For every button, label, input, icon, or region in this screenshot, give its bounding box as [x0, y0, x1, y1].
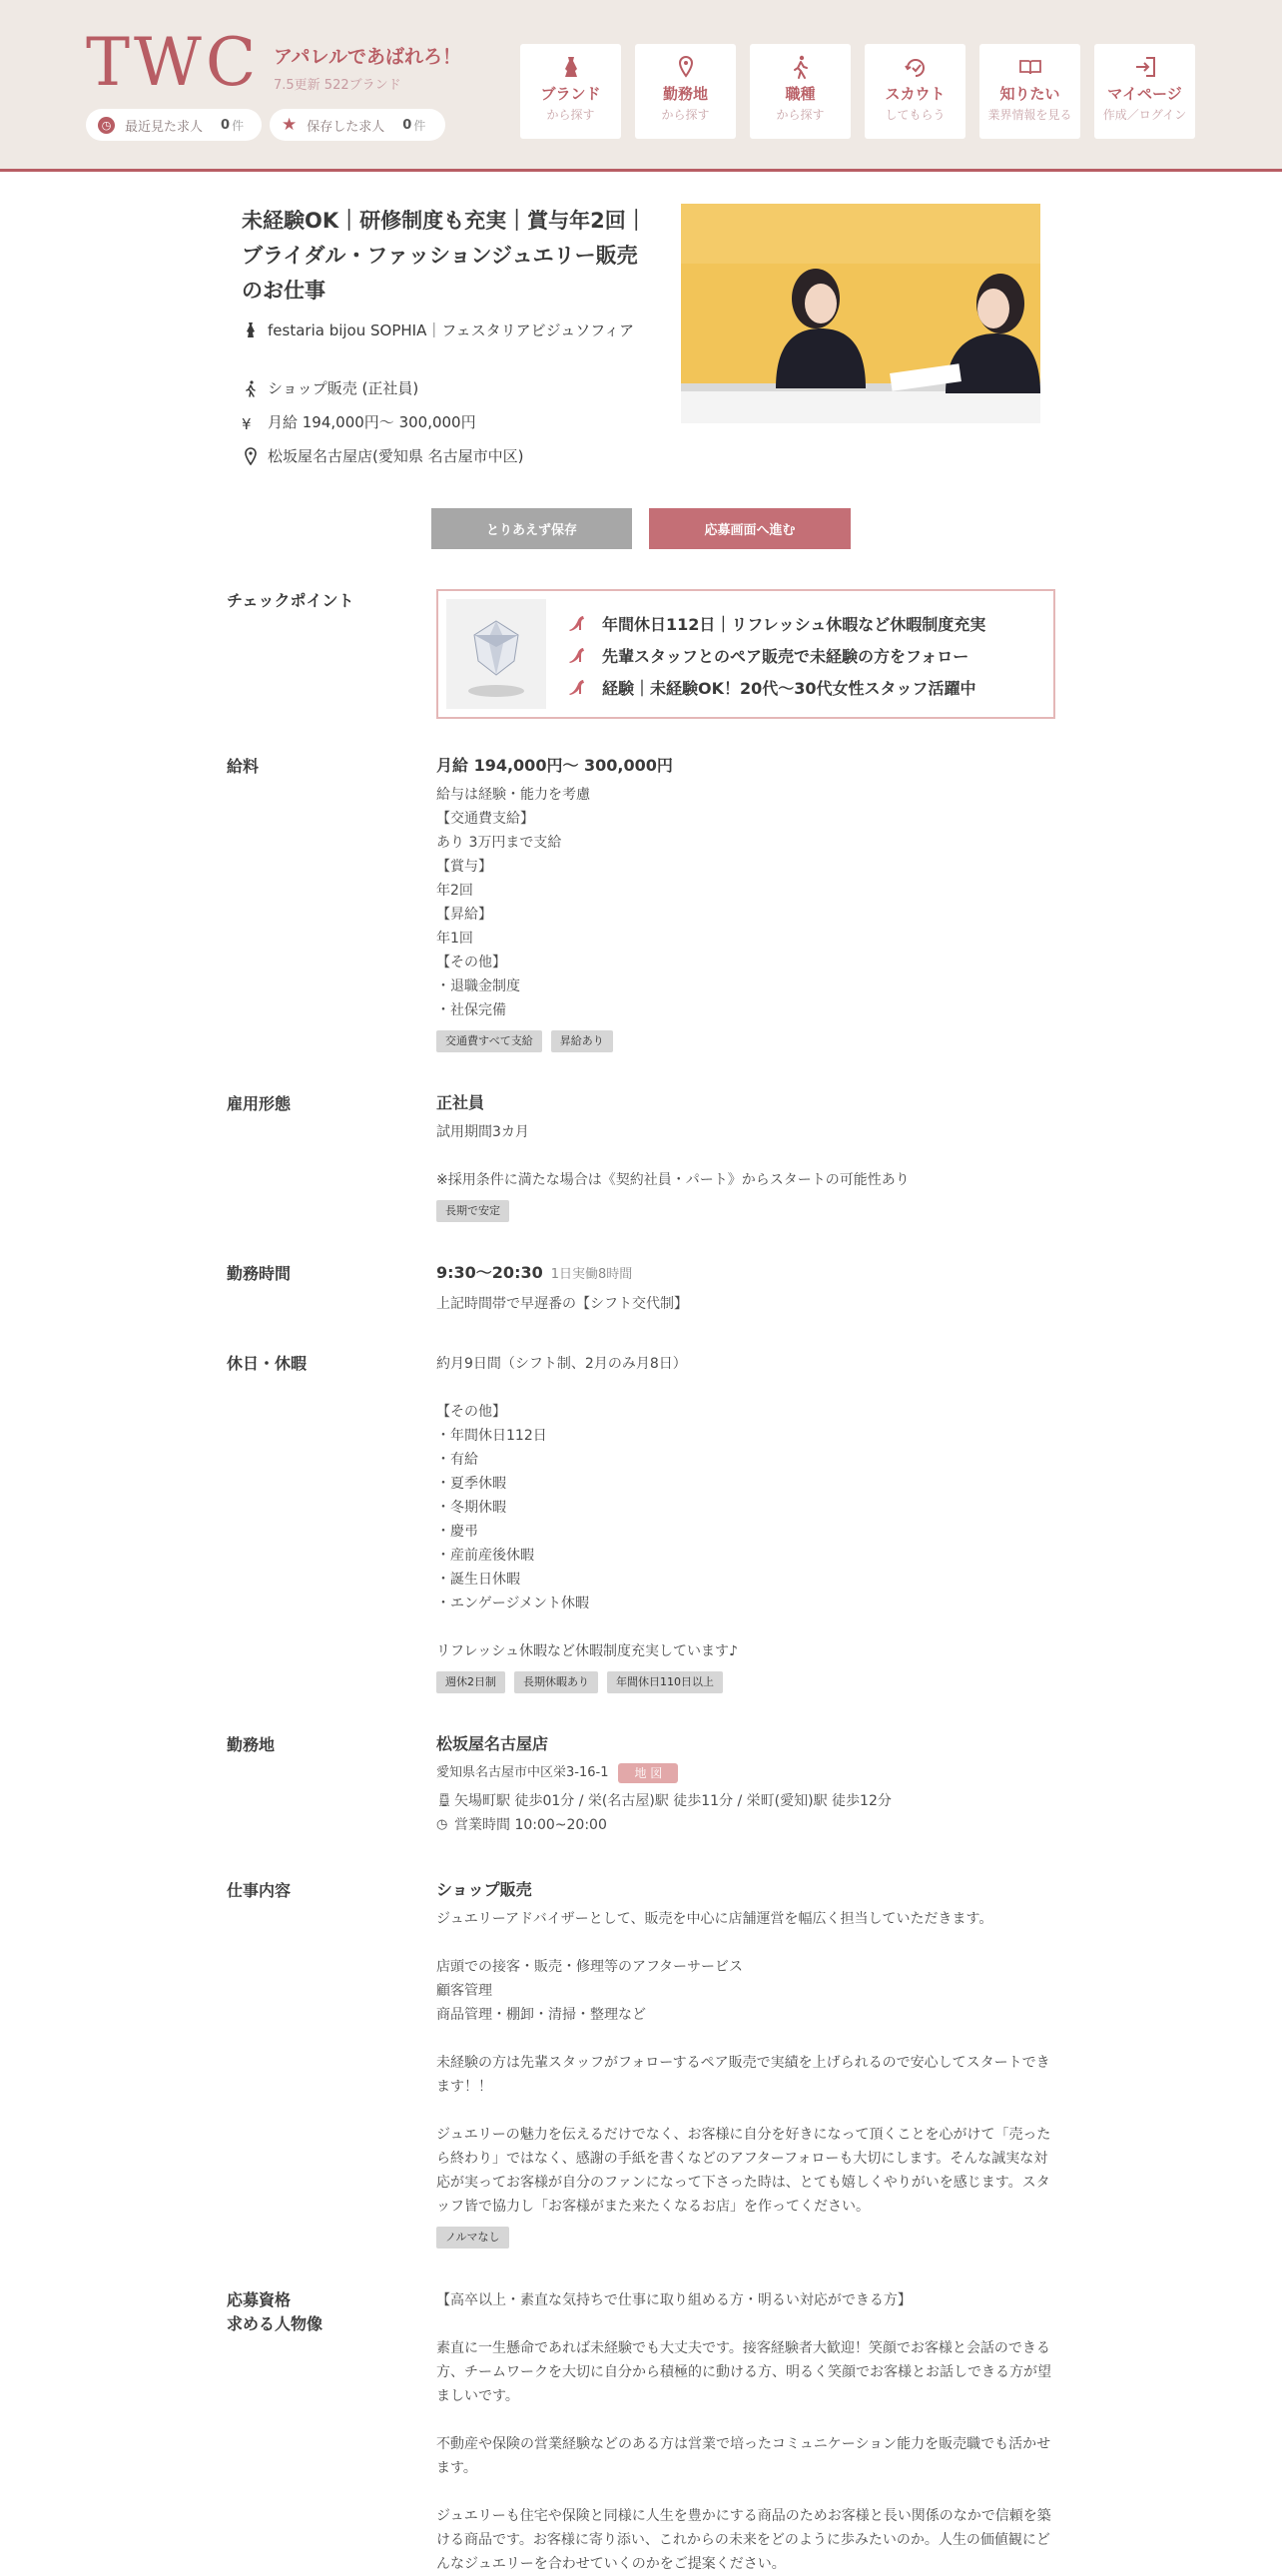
checkpoint-box — [436, 589, 1055, 719]
checkpoint-text: 先輩スタッフとのペア販売で未経験の方をフォロー — [602, 646, 969, 666]
hours-label: 勤務時間 — [227, 1264, 292, 1283]
work-tag: ノルマなし — [436, 2227, 509, 2249]
employment-label: 雇用形態 — [227, 1094, 292, 1113]
salary-line: ・退職金制度 — [436, 978, 520, 994]
job-place: 松坂屋名古屋店(愛知県 名古屋市中区) — [268, 447, 524, 465]
salary-line: ・社保完備 — [436, 1002, 506, 1018]
nav-mypage-title: マイページ — [1107, 85, 1182, 103]
holidays-item: ・慶弔 — [436, 1524, 478, 1540]
nav-scout[interactable] — [865, 44, 965, 139]
clock-icon: ◷ — [436, 1817, 448, 1832]
job-type: ショップ販売 (正社員) — [268, 379, 419, 397]
holidays-tag: 年間休日110日以上 — [607, 1671, 723, 1693]
nav-scout-sub: してもらう — [885, 108, 946, 122]
holidays-item: ・有給 — [436, 1452, 478, 1468]
map-button[interactable]: 地 図 — [618, 1763, 678, 1783]
count-unit: 件 — [232, 118, 245, 133]
holidays-line: 約月9日間（シフト制、2月のみ月8日） — [436, 1356, 687, 1372]
dress-icon — [242, 320, 268, 339]
nav-jobtype-sub: から探す — [776, 108, 825, 122]
salary-tag: 昇給あり — [551, 1030, 613, 1052]
salary-line: 年1回 — [436, 931, 473, 947]
work-lead: ショップ販売 — [436, 1880, 532, 1899]
nav-location-title: 勤務地 — [662, 85, 708, 103]
job-type-row — [242, 377, 647, 399]
holidays-closing: リフレッシュ休暇など休暇制度充実しています♪ — [436, 1643, 738, 1659]
apply-button[interactable]: 応募画面へ進む — [649, 508, 851, 549]
checkpoint-label: チェックポイント — [227, 591, 354, 610]
salary-line: あり 3万円まで支給 — [436, 835, 562, 851]
salary-line: 【昇給】 — [436, 907, 492, 923]
job-salary: 月給 194,000円〜 300,000円 — [268, 413, 476, 431]
salary-line: 給与は経験・能力を考慮 — [436, 787, 590, 803]
work-duty: 商品管理・棚卸・清掃・整理など — [436, 2007, 646, 2023]
employment-line: ※採用条件に満たな場合は《契約社員・パート》からスタートの可能性あり — [436, 1172, 910, 1188]
checkpoint-text: 年間休日112日｜リフレッシュ休暇など休暇制度充実 — [602, 614, 986, 634]
requirements-para: ジュエリーも住宅や保険と同様に人生を豊かにする商品のためお客様と長い関係のなかで信頼を築ける商品です。お客様に寄り添い、これからの未来をどのように歩みたいのか。人生の価値観にどんなジュエリーを合わせていくのかをご提案ください。 — [436, 2508, 1051, 2572]
nav-scout-title: スカウト — [885, 85, 946, 103]
work-para: ジュエリーの魅力を伝えるだけでなく、お客様に自分を好きになって頂くことを心がけて「売ったら終わり」ではなく、感謝の手紙を書くなどのアフターフォローも大切にします。そんな誠実な対応が実ってお客様が自分のファンになって下さった時は、とても嬉しくやりがいを感じます。スタッフ皆で協力し「お客様がまた来たくなるお店」を作ってください。 — [436, 2127, 1051, 2215]
holidays-item: 【その他】 — [436, 1404, 506, 1420]
holidays-item: ・産前産後休暇 — [436, 1548, 534, 1564]
nav-brand[interactable] — [520, 44, 621, 139]
work-duty: 店頭での接客・販売・修理等のアフターサービス — [436, 1959, 744, 1975]
location-address: 愛知県名古屋市中区栄3-16-1 — [436, 1765, 609, 1780]
login-icon — [1132, 54, 1158, 80]
salary-label: 給料 — [227, 757, 260, 776]
scout-icon — [903, 54, 929, 80]
clock-icon: ◷ — [98, 117, 115, 134]
nav-mypage[interactable] — [1094, 44, 1195, 139]
hours-line: 上記時間帯で早遅番の【シフト交代制】 — [436, 1296, 688, 1312]
heel-icon — [566, 676, 588, 698]
nav-mypage-sub: 作成／ログイン — [1102, 108, 1187, 122]
hours-lead: 9:30〜20:30 — [436, 1263, 543, 1282]
walker-icon — [788, 54, 814, 80]
job-title: 未経験OK｜研修制度も充実｜賞与年2回｜ブライダル・ファッションジュエリー販売のお仕事 — [242, 209, 647, 303]
job-brand-row — [242, 320, 647, 341]
recent-jobs-count: 0 — [221, 117, 231, 133]
hours-section — [436, 1260, 1055, 1316]
salary-tag: 交通費すべて支給 — [436, 1030, 542, 1052]
work-duty: 顧客管理 — [436, 1983, 492, 1999]
recent-jobs-label: 最近見た求人 — [125, 119, 204, 135]
hours-sub: 1日実働8時間 — [550, 1267, 633, 1282]
recent-jobs-button[interactable] — [86, 109, 262, 141]
pin-icon — [242, 445, 268, 465]
checkpoint-item — [566, 639, 985, 671]
holidays-item: ・夏季休暇 — [436, 1476, 506, 1492]
tagline: アパレルであばれろ！ — [274, 46, 462, 68]
requirements-para: 素直に一生懸命であれば未経験でも大丈夫です。接客経験者大歓迎！笑顔でお客様と会話のできる方、チームワークを大切に自分から積極的に動ける方、明るく笑顔でお客様とお話しできる方が望ましいです。 — [436, 2340, 1051, 2404]
job-place-row — [242, 445, 647, 467]
save-button[interactable]: とりあえず保存 — [431, 508, 632, 549]
employment-tag: 長期で安定 — [436, 1200, 509, 1222]
holidays-section — [436, 1352, 1055, 1693]
requirements-label-2: 求める人物像 — [227, 2314, 323, 2333]
salary-line: 【その他】 — [436, 955, 506, 970]
site-header — [0, 0, 1282, 172]
count-unit: 件 — [413, 118, 426, 133]
salary-line: 【賞与】 — [436, 859, 492, 875]
yen-icon: ¥ — [242, 415, 252, 433]
checkpoint-item — [566, 607, 985, 639]
holidays-tag: 週休2日制 — [436, 1671, 505, 1693]
nav-brand-title: ブランド — [540, 85, 601, 103]
checkpoint-text: 経験｜未経験OK！20代〜30代女性スタッフ活躍中 — [602, 678, 976, 698]
heel-icon — [566, 612, 588, 634]
holidays-tag: 長期休暇あり — [514, 1671, 598, 1693]
employment-section — [436, 1090, 1055, 1222]
work-intro: ジュエリーアドバイザーとして、販売を中心に店舗運営を幅広く担当していただきます。 — [436, 1911, 993, 1927]
update-info: 7.5更新 522ブランド — [274, 78, 401, 93]
diamond-image — [446, 599, 546, 709]
employment-line: 試用期間3カ月 — [436, 1124, 529, 1140]
location-access: 矢場町駅 徒歩01分 / 栄(名古屋)駅 徒歩11分 / 栄町(愛知)駅 徒歩12分 — [454, 1793, 892, 1809]
work-label: 仕事内容 — [227, 1881, 292, 1900]
location-label: 勤務地 — [227, 1735, 276, 1754]
saved-jobs-button[interactable] — [270, 109, 445, 141]
holidays-item: ・エンゲージメント休暇 — [436, 1596, 590, 1611]
location-hours: 営業時間 10:00~20:00 — [454, 1817, 607, 1833]
nav-location-sub: から探す — [661, 108, 710, 122]
book-icon — [1017, 54, 1043, 80]
walker-icon — [242, 377, 268, 397]
requirements-label-1: 応募資格 — [227, 2290, 292, 2309]
nav-info[interactable] — [979, 44, 1080, 139]
salary-lead: 月給 194,000円〜 300,000円 — [436, 756, 673, 775]
requirements-line: 【高卒以上・素直な気持ちで仕事に取り組める方・明るい対応ができる方】 — [436, 2292, 912, 2308]
nav-brand-sub: から探す — [546, 108, 595, 122]
nav-jobtype[interactable] — [750, 44, 851, 139]
requirements-label — [227, 2288, 322, 2336]
nav-jobtype-title: 職種 — [785, 85, 816, 103]
employment-lead: 正社員 — [436, 1093, 485, 1112]
work-para: 未経験の方は先輩スタッフがフォローするペア販売で実績を上げられるので安心してスタートできます！！ — [436, 2055, 1050, 2095]
pin-icon — [673, 54, 699, 80]
location-lead: 松坂屋名古屋店 — [436, 1734, 549, 1753]
star-icon: ★ — [282, 114, 298, 135]
location-section — [436, 1731, 1055, 1837]
work-section — [436, 1877, 1055, 2249]
shop-photo — [681, 204, 1040, 423]
holidays-item: ・年間休日112日 — [436, 1428, 547, 1444]
requirements-para: 不動産や保険の営業経験などのある方は営業で培ったコミュニケーション能力を販売職でも活かせます。 — [436, 2436, 1051, 2476]
heel-icon — [566, 644, 588, 666]
salary-line: 年2回 — [436, 883, 473, 899]
job-salary-row — [242, 411, 647, 435]
holidays-label: 休日・休暇 — [227, 1354, 308, 1373]
nav-info-sub: 業界情報を見る — [987, 108, 1072, 122]
nav-location[interactable] — [635, 44, 736, 139]
checkpoint-item — [566, 671, 985, 703]
holidays-item: ・冬期休暇 — [436, 1500, 506, 1516]
salary-line: 【交通費支給】 — [436, 811, 534, 827]
requirements-section — [436, 2288, 1055, 2576]
site-logo[interactable]: TWC — [86, 24, 261, 101]
nav-info-title: 知りたい — [999, 85, 1060, 103]
holidays-item: ・誕生日休暇 — [436, 1572, 520, 1588]
salary-section — [436, 753, 1055, 1052]
dress-icon — [558, 54, 584, 80]
saved-jobs-label: 保存した求人 — [307, 119, 385, 135]
saved-jobs-count: 0 — [402, 117, 412, 133]
job-brand[interactable]: festaria bijou SOPHIA｜フェスタリアビジュソフィア — [268, 322, 635, 339]
train-icon: 🚆︎ — [436, 1793, 453, 1808]
